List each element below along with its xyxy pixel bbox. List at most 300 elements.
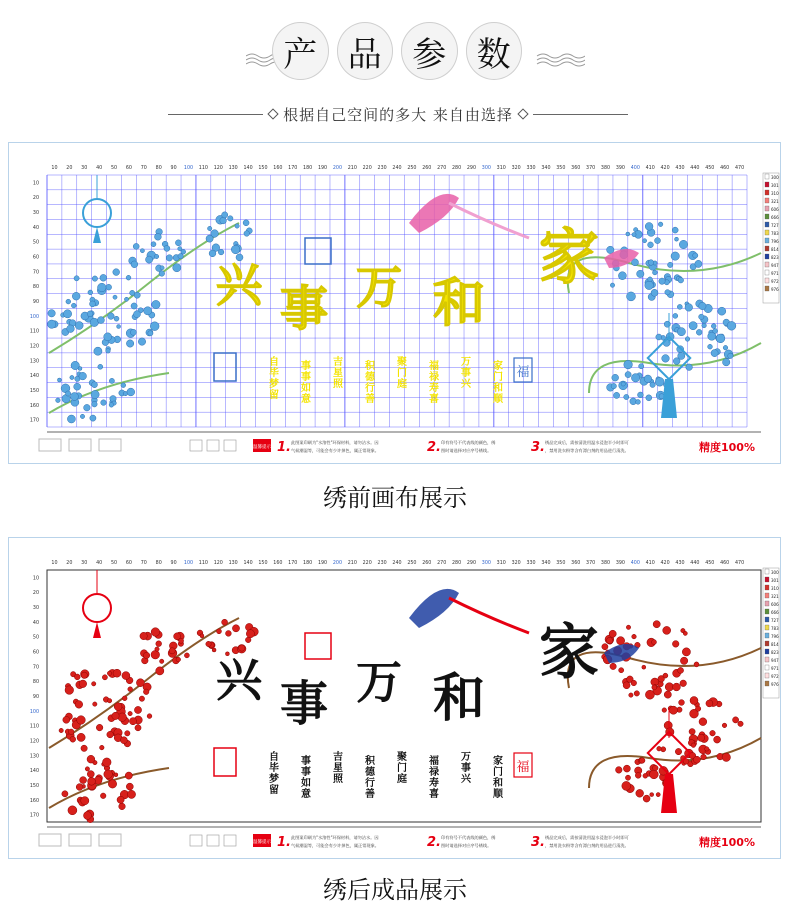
note-text: 此图案印刷为"水溶性"环保材料，请勿沾水。因 [291, 440, 379, 445]
blossom [705, 747, 709, 751]
ruler-tick-label: 440 [690, 561, 700, 566]
legend-swatch [765, 617, 769, 622]
couplet-char: 门 [493, 767, 503, 778]
blossom [169, 648, 175, 654]
couplet-char: 福 [429, 361, 439, 372]
couplet-char: 事 [301, 361, 311, 372]
blossom [636, 789, 644, 797]
blossom [212, 648, 216, 652]
blossom [723, 359, 730, 366]
blossom [627, 292, 636, 301]
couplet-char: 庭 [397, 774, 407, 785]
blossom [644, 375, 652, 383]
ruler-tick-label: 170 [29, 418, 39, 424]
blossom [648, 260, 654, 266]
blossom [140, 632, 147, 639]
blossom [120, 737, 127, 744]
ruler-tick-label: 150 [258, 166, 268, 171]
legend-code: 727 [771, 618, 779, 623]
legend-swatch [765, 569, 769, 574]
couplet-char: 聚 [397, 752, 407, 763]
blossom [81, 672, 87, 678]
blossom [671, 252, 679, 260]
blossom [211, 230, 219, 238]
blossom [114, 703, 122, 711]
ruler-tick-label: 210 [347, 166, 357, 171]
blossom [643, 773, 648, 778]
ruler-tick-label: 390 [615, 561, 625, 566]
blossom [222, 212, 228, 218]
legend-code: 814 [771, 247, 779, 252]
couplet-char: 门 [493, 372, 503, 383]
couplet-char: 自 [269, 357, 279, 368]
blossom [235, 224, 239, 228]
note-number: 2. [427, 835, 441, 850]
logo-mark [39, 834, 61, 846]
legend-code: 321 [771, 199, 779, 204]
legend-swatch [765, 262, 769, 267]
ruler-tick-label: 160 [273, 561, 283, 566]
blossom [81, 797, 89, 805]
blossom [656, 334, 662, 340]
blossom [695, 706, 700, 711]
blossom [114, 316, 119, 321]
couplet-char: 万 [461, 357, 471, 368]
blossom [617, 637, 625, 645]
couplet-char: 行 [365, 778, 375, 789]
blossom [716, 334, 725, 343]
seal-char: 福 [516, 365, 530, 380]
logo-mark [69, 439, 91, 451]
blossom [134, 292, 140, 298]
ruler-tick-label: 160 [29, 798, 39, 804]
blossom [151, 628, 160, 637]
blossom [673, 313, 678, 318]
blossom [239, 645, 245, 651]
legend-swatch [765, 198, 769, 203]
blossom [129, 718, 136, 725]
couplet-char: 如 [301, 778, 311, 789]
legend-code: 976 [771, 287, 779, 292]
couplet-char: 门 [397, 763, 407, 774]
blossom [97, 317, 104, 324]
blossom [175, 240, 181, 246]
subtitle-row [168, 104, 628, 124]
blossom [693, 253, 698, 258]
blossom [119, 803, 126, 810]
legend-code: 606 [771, 207, 779, 212]
ruler-tick-label: 120 [29, 344, 39, 350]
legend-code: 666 [771, 610, 779, 615]
blossom [102, 675, 107, 680]
blossom [144, 307, 152, 315]
blossom [173, 264, 181, 272]
blossom [160, 266, 164, 270]
couplet-char: 事 [301, 756, 311, 767]
ruler-tick-label: 230 [377, 166, 387, 171]
couplet-char: 留 [269, 390, 279, 401]
ruler-tick-label: 80 [155, 561, 162, 566]
title-char: 家 [539, 223, 599, 293]
logo-mark [39, 439, 61, 451]
blossom [669, 706, 677, 714]
couplet-char: 顺 [493, 394, 503, 405]
ruler-tick-label: 40 [96, 166, 103, 171]
blossom [85, 767, 89, 771]
couplet-char: 如 [301, 383, 311, 394]
blossom [131, 261, 138, 268]
blossom [143, 652, 149, 658]
blossom [94, 347, 102, 355]
blossom [711, 324, 716, 329]
blossom [614, 392, 620, 398]
blossom [87, 771, 94, 778]
ruler-tick-label: 60 [125, 561, 132, 566]
blossom [208, 226, 212, 230]
couplet-char: 事 [301, 767, 311, 778]
blossom [126, 275, 131, 280]
legend-swatch [765, 585, 769, 590]
blossom [713, 329, 718, 334]
legend-swatch [765, 673, 769, 678]
blossom [246, 630, 254, 638]
ruler-tick-label: 60 [32, 255, 39, 261]
blossom [643, 239, 647, 243]
couplet-char: 事 [461, 368, 471, 379]
ruler-tick-label: 30 [32, 211, 39, 217]
blossom [128, 711, 132, 715]
blossom [131, 303, 137, 309]
legend-swatch [765, 270, 769, 275]
ruler-tick-label: 380 [600, 561, 611, 566]
ruler-tick-label: 30 [32, 606, 39, 612]
ruler-tick-label: 50 [32, 635, 39, 641]
couplet-char: 门 [397, 368, 407, 379]
subtitle: 根据自己空间的多大 来自由选择 [283, 105, 513, 124]
ruler-tick-label: 380 [600, 166, 611, 171]
blossom [151, 650, 160, 659]
ruler-tick-label: 130 [29, 359, 39, 365]
ruler-tick-label: 70 [32, 270, 39, 276]
blossom [91, 390, 99, 398]
title-char-3: 参 [401, 22, 458, 80]
blossom [648, 242, 654, 248]
ruler-tick-label: 110 [29, 724, 39, 730]
legend-code: 310 [771, 191, 779, 196]
section-header [0, 0, 790, 140]
blossom [106, 284, 112, 290]
blossom [79, 680, 87, 688]
blossom [679, 700, 685, 706]
blossom [148, 331, 153, 336]
blossom [218, 249, 224, 255]
blossom [200, 634, 204, 638]
seal-stamp-left [214, 353, 236, 381]
blossom [151, 242, 156, 247]
couplet-char: 事 [301, 372, 311, 383]
blossom [127, 388, 135, 396]
blossom [678, 352, 685, 359]
blossom [80, 777, 87, 784]
blossom [702, 323, 707, 328]
ruler-tick-label: 300 [481, 166, 491, 171]
blossom [634, 691, 639, 696]
couplet-char: 照 [333, 774, 343, 785]
blossom [685, 337, 690, 342]
ruler-tick-label: 90 [170, 166, 177, 171]
ruler-tick-label: 90 [170, 561, 177, 566]
legend-swatch [765, 593, 769, 598]
ruler-tick-label: 250 [407, 166, 417, 171]
blossom [121, 383, 126, 388]
note-number: 1. [277, 440, 291, 455]
blossom [643, 795, 650, 802]
blossom [134, 706, 141, 713]
blossom [107, 671, 111, 675]
ruler-tick-label: 280 [451, 561, 462, 566]
blossom [152, 300, 160, 308]
ruler-tick-label: 100 [183, 561, 194, 566]
title-char: 兴 [216, 653, 262, 707]
finished-product-image [9, 538, 780, 858]
blossom [611, 383, 616, 388]
legend-swatch [765, 681, 769, 686]
blossom [680, 657, 687, 664]
legend-swatch [765, 286, 769, 291]
blossom [728, 353, 733, 358]
couplet-char: 家 [493, 361, 503, 372]
note-text: 此图案印刷为"水溶性"环保材料，请勿沾水。因 [291, 835, 379, 840]
blossom [179, 638, 184, 643]
blossom [103, 758, 112, 767]
blossom [59, 728, 63, 732]
blossom [689, 322, 697, 330]
couplet-char: 吉 [333, 752, 343, 763]
blossom [710, 730, 716, 736]
ruler-tick-label: 470 [734, 561, 745, 566]
blossom [727, 321, 736, 330]
ruler-tick-label: 50 [32, 240, 39, 246]
couplet-char: 禄 [429, 372, 439, 383]
blossom [616, 767, 623, 774]
couplet-char: 禄 [429, 767, 439, 778]
blossom [150, 322, 159, 331]
legend-swatch [765, 214, 769, 219]
ruler-tick-label: 460 [720, 561, 730, 566]
blossom [631, 680, 637, 686]
ruler-tick-label: 110 [198, 166, 208, 171]
ruler-tick-label: 310 [496, 166, 506, 171]
blossom [66, 391, 71, 396]
couplet-char: 意 [301, 789, 311, 800]
blossom [645, 690, 654, 699]
ruler-tick-label: 300 [481, 561, 491, 566]
ruler-tick-label: 390 [615, 166, 625, 171]
legend-code: 300 [771, 175, 779, 180]
couplet-char: 事 [461, 763, 471, 774]
title-char: 万 [356, 655, 402, 709]
blossom [655, 377, 664, 386]
blossom [100, 274, 107, 281]
couplet-char: 喜 [429, 394, 439, 405]
blossom [127, 790, 135, 798]
note-text: 气候潮湿等，可能会有少许掉色，属正常现象。 [291, 448, 379, 453]
blossom [77, 716, 86, 725]
ruler-tick-label: 370 [586, 561, 596, 566]
title-char: 和 [432, 668, 486, 729]
ruler-tick-label: 350 [556, 166, 566, 171]
couplet-char: 星 [333, 368, 343, 379]
blossom [639, 364, 644, 369]
ruler-tick-label: 280 [451, 166, 462, 171]
couplet-char: 星 [333, 763, 343, 774]
logo-mark [69, 834, 91, 846]
couplet-char: 照 [333, 379, 343, 390]
ruler-tick-label: 20 [32, 196, 39, 202]
canvas-preview-caption: 绣前画布展示 [323, 484, 467, 512]
legend-code: 300 [771, 570, 779, 575]
blossom [701, 754, 707, 760]
blossom [629, 693, 633, 697]
canvas-pattern-image [9, 143, 780, 463]
blossom [206, 641, 211, 646]
blossom [698, 734, 705, 741]
blossom [624, 360, 633, 369]
blossom [70, 393, 78, 401]
blossom [74, 674, 80, 680]
ruler-tick-label: 350 [556, 561, 566, 566]
blossom [209, 250, 216, 257]
legend-code: 814 [771, 642, 779, 647]
blossom [77, 733, 85, 741]
blossom [718, 307, 726, 315]
couplet-char: 善 [365, 789, 375, 800]
blossom [663, 626, 671, 634]
blossom [106, 349, 111, 354]
ruler-tick-label: 260 [422, 166, 432, 171]
finished-product-caption: 绣后成品展示 [323, 876, 467, 904]
blossom [134, 311, 141, 318]
legend-swatch [765, 278, 769, 283]
blossom [128, 687, 133, 692]
couplet-char: 庭 [397, 379, 407, 390]
blossom [117, 796, 124, 803]
blossom [673, 683, 681, 691]
blossom [113, 295, 117, 299]
blossom [220, 217, 227, 224]
couplet-char: 德 [365, 767, 375, 778]
couplet-char: 行 [365, 383, 375, 394]
blossom [699, 718, 707, 726]
blossom [101, 400, 107, 406]
legend-code: 321 [771, 594, 779, 599]
blossom [658, 222, 663, 227]
ruler-tick-label: 190 [317, 166, 328, 171]
blossom [156, 641, 162, 647]
blossom [75, 322, 83, 330]
main-title [216, 223, 599, 337]
blossom [680, 680, 687, 687]
blossom [738, 721, 743, 726]
blossom [139, 696, 144, 701]
blossom [659, 278, 665, 284]
divider-right [533, 114, 628, 115]
blossom [126, 783, 133, 790]
blossom [651, 289, 658, 296]
ruler-tick-label: 120 [29, 739, 39, 745]
blossom [675, 237, 679, 241]
ruler-tick-label: 80 [155, 166, 162, 171]
blossom [653, 270, 658, 275]
ruler-tick-label: 140 [29, 374, 39, 380]
blossom [650, 382, 655, 387]
blossom [722, 753, 730, 761]
ruler-tick-label: 330 [526, 166, 536, 171]
ruler-tick-label: 270 [437, 166, 447, 171]
couplet-char: 自 [269, 752, 279, 763]
blossom [108, 780, 116, 788]
blossom [138, 338, 145, 345]
blossom [733, 717, 739, 723]
blossom [657, 746, 662, 751]
ruler-tick-label: 320 [511, 166, 521, 171]
blossom [178, 247, 182, 251]
couplet-char: 兴 [461, 379, 471, 390]
blossom [683, 631, 687, 635]
blossom [653, 765, 659, 771]
ruler-tick-label: 170 [288, 166, 298, 171]
legend-code: 783 [771, 626, 779, 631]
ruler-tick-label: 80 [32, 285, 39, 291]
blossom [622, 781, 631, 790]
blossom [645, 223, 653, 231]
blossom [92, 682, 96, 686]
ruler-tick-label: 340 [541, 561, 551, 566]
blossom [117, 325, 121, 329]
ruler-tick-label: 50 [110, 166, 118, 171]
note-number: 3. [531, 835, 545, 850]
blossom [232, 625, 239, 632]
blossom [68, 806, 77, 815]
blossom [228, 216, 233, 221]
blossom [632, 233, 636, 237]
legend-code: 310 [771, 586, 779, 591]
blossom [685, 304, 693, 312]
ruler-tick-label: 360 [571, 561, 581, 566]
ruler-tick-label: 210 [347, 561, 357, 566]
ruler-tick-label: 320 [511, 561, 521, 566]
ruler-tick-label: 140 [29, 769, 39, 775]
note-text: 绣品完成后，需按清洗用温水浸泡半小时即可 [545, 835, 629, 840]
blossom [652, 685, 657, 690]
ruler-tick-label: 230 [377, 561, 387, 566]
blossom [694, 662, 699, 667]
blossom [79, 372, 87, 380]
note-text: 绣品完成后，需按清洗用温水浸泡半小时即可 [545, 440, 629, 445]
legend-swatch [765, 601, 769, 606]
blossom [98, 364, 103, 369]
couplet-char: 善 [365, 394, 375, 405]
title-char-2: 品 [337, 22, 394, 80]
blossom [642, 665, 646, 669]
blossom [57, 378, 61, 382]
note-number: 3. [531, 440, 545, 455]
couplet-char: 喜 [429, 789, 439, 800]
blossom [178, 254, 183, 259]
blossom [637, 270, 644, 277]
ruler-tick-label: 110 [29, 329, 39, 335]
legend-code: 823 [771, 255, 779, 260]
